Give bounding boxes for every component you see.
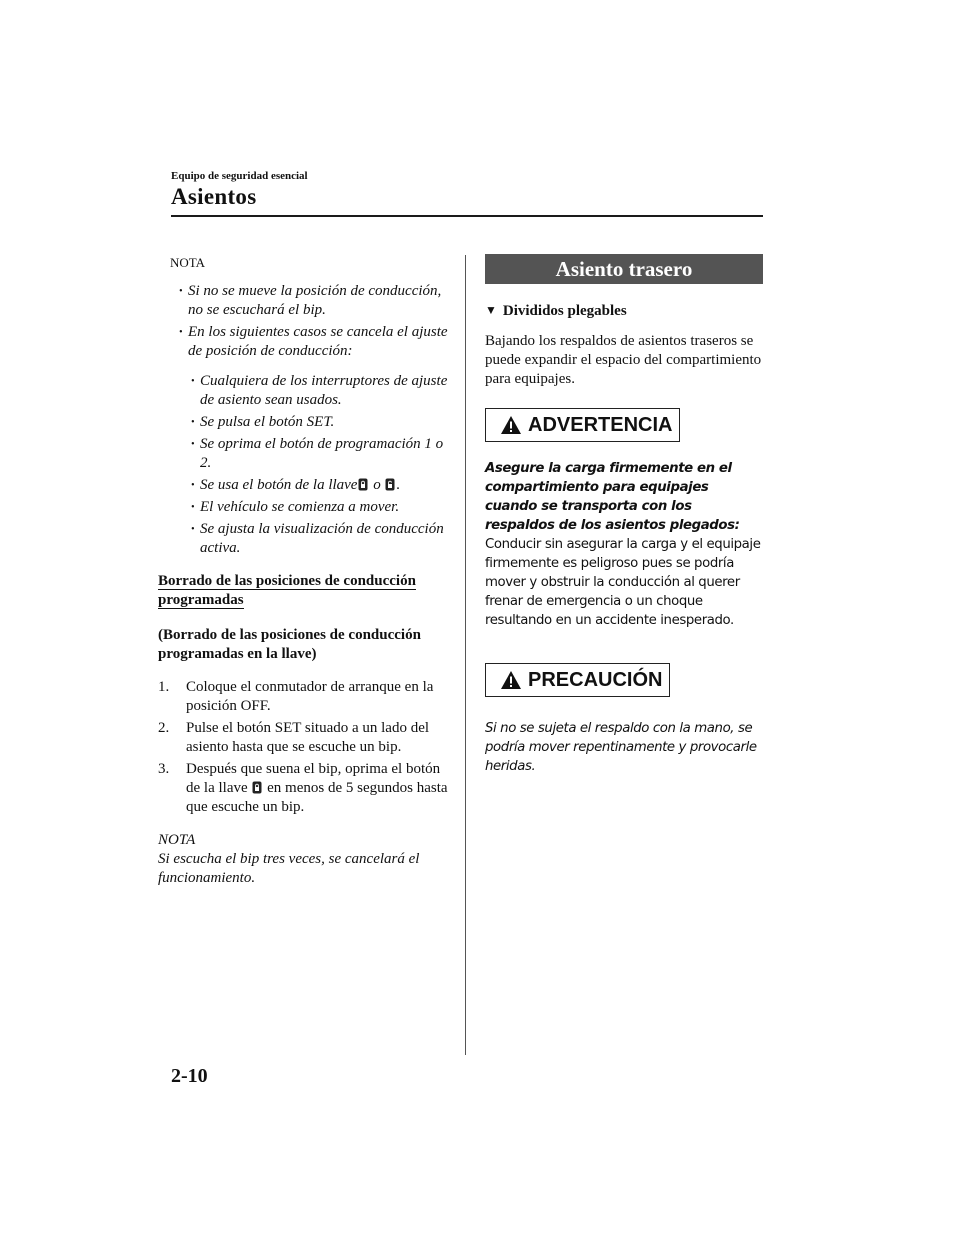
warning-body-text: Conducir sin asegurar la carga y el equipaje firmemente es peligroso pues se podría mover y obstruir la conducción al querer frenar de emergencia o un choque resultando en un accidente inesperado. bbox=[485, 537, 761, 628]
key-end: . bbox=[396, 477, 401, 493]
procedure-heading: (Borrado de las posiciones de conducción programadas en la llave) bbox=[158, 627, 421, 662]
sub-bullet: • El vehículo se comienza a mover. bbox=[186, 498, 450, 517]
sub-bullet-key bbox=[186, 476, 450, 495]
sub-bullet: • Se pulsa el botón SET. bbox=[186, 413, 450, 432]
caution-text: Si no se sujeta el respaldo con la mano, se podría mover repentinamente y provocarle heridas. bbox=[485, 721, 757, 774]
step-item: 2. Pulse el botón SET situado a un lado del asiento hasta que se escuche un bip. bbox=[158, 720, 430, 755]
note-bullet: • Si no se mueve la posición de conducción, no se escuchará el bip. bbox=[174, 282, 450, 320]
right-column bbox=[485, 254, 763, 776]
page-number: 2-10 bbox=[171, 1065, 208, 1087]
step-item: 3. Después que suena el bip, oprima el botón de la llave en menos de 5 segundos hasta que escuche un bip. bbox=[158, 761, 448, 815]
sub-bullet: • Cualquiera de los interruptores de ajuste de asiento sean usados. bbox=[186, 372, 450, 410]
warning-label: ADVERTENCIA bbox=[528, 413, 673, 436]
key-unlock-icon bbox=[385, 478, 395, 491]
note2-text: Si escucha el bip tres veces, se cancelará el funcionamiento. bbox=[158, 851, 420, 886]
left-column bbox=[158, 253, 450, 888]
intro-paragraph: Bajando los respaldos de asientos traseros se puede expandir el espacio del compartimiento para equipajes. bbox=[485, 333, 762, 387]
note2-label: NOTA bbox=[158, 832, 196, 848]
note-bullet: • En los siguientes casos se cancela el ajuste de posición de conducción: bbox=[174, 323, 450, 361]
sub-bullet: • Se ajusta la visualización de conducción activa. bbox=[186, 520, 450, 558]
caution-icon bbox=[500, 670, 522, 690]
warning-text-block bbox=[485, 459, 763, 630]
note-label: NOTA bbox=[170, 255, 206, 270]
title-rule bbox=[171, 215, 763, 217]
warning-box bbox=[485, 408, 680, 442]
triangle-down-icon: ▼ bbox=[485, 303, 497, 317]
subheading: Borrado de las posiciones de conducción programadas bbox=[158, 573, 416, 608]
key-lock-icon bbox=[252, 781, 262, 794]
caution-box bbox=[485, 663, 670, 697]
note-sub-bullets bbox=[186, 372, 450, 558]
section-banner: Asiento trasero bbox=[485, 254, 763, 284]
warning-icon bbox=[500, 415, 522, 435]
key-connector: o bbox=[373, 477, 381, 493]
column-divider bbox=[465, 255, 466, 1055]
steps-list bbox=[158, 678, 450, 817]
note-bullets bbox=[174, 282, 450, 361]
sub-bullet-text: Se usa el botón de la llave bbox=[200, 477, 358, 493]
section-label: Equipo de seguridad esencial bbox=[171, 170, 308, 182]
step-item: 1. Coloque el conmutador de arranque en la posición OFF. bbox=[158, 679, 434, 714]
warning-bold-text: Asegure la carga firmemente en el compartimiento para equipajes cuando se transporta con los respaldos de los asientos plegados: bbox=[485, 461, 740, 533]
page-title: Asientos bbox=[171, 184, 257, 209]
caution-label: PRECAUCIÓN bbox=[528, 668, 663, 691]
sub-bullet: • Se oprima el botón de programación 1 o 2. bbox=[186, 435, 450, 473]
key-lock-icon bbox=[358, 478, 368, 491]
subsection-heading: ▼ Divididos plegables bbox=[485, 303, 627, 319]
